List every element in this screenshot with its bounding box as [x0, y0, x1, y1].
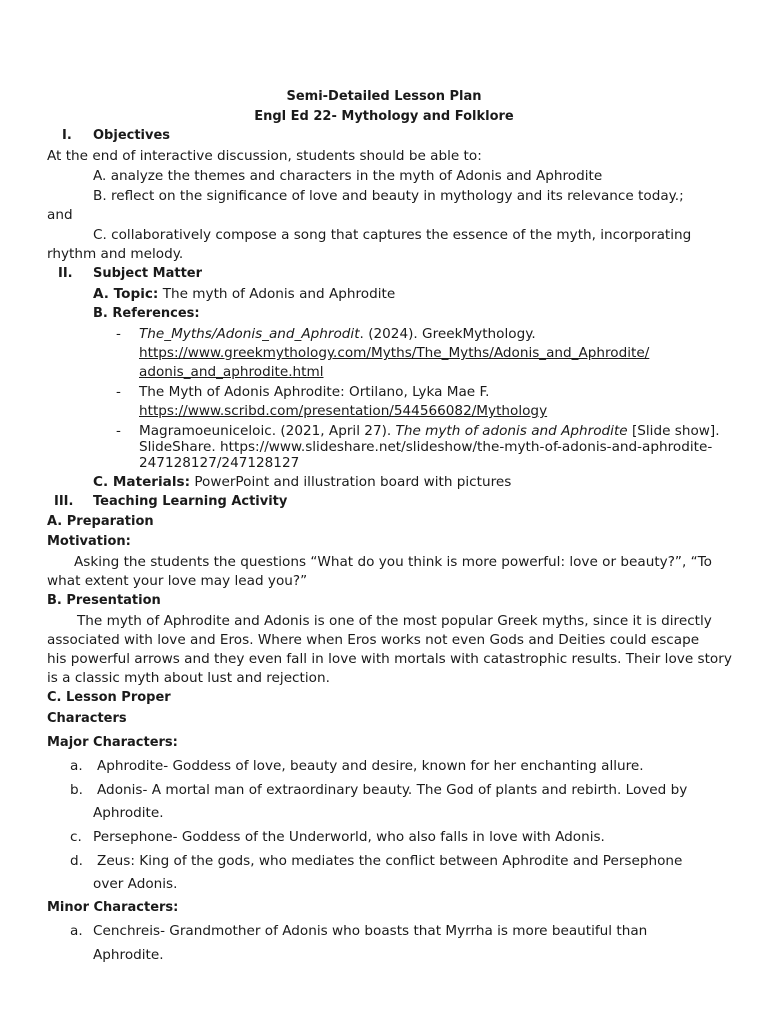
bullet-dash: -: [116, 423, 121, 439]
presentation-text-line3: his powerful arrows and they even fall in love with mortals with catastrophic results. Their love story: [47, 651, 732, 667]
lesson-proper-heading: C. Lesson Proper: [47, 690, 171, 705]
list-item: Adonis- A mortal man of extraordinary beauty. The God of plants and rebirth. Loved by: [97, 782, 688, 798]
motivation-text-line2: what extent your love may lead you?”: [47, 573, 308, 589]
objectives-intro: At the end of interactive discussion, students should be able to:: [47, 148, 482, 164]
presentation-heading: B. Presentation: [47, 593, 161, 608]
list-item: Cenchreis- Grandmother of Adonis who boasts that Myrrha is more beautiful than: [93, 923, 648, 939]
reference-3-source: SlideShare. https://www.slideshare.net/slideshow/the-myth-of-adonis-and-aphrodite-: [139, 439, 713, 455]
bullet-dash: -: [116, 384, 121, 400]
reference-3-type: [Slide show].: [627, 423, 720, 439]
list-marker: d.: [70, 853, 83, 869]
page-title: Semi-Detailed Lesson Plan: [286, 89, 482, 104]
reference-1: [139, 326, 536, 342]
reference-1-link[interactable]: https://www.greekmythology.com/Myths/The_Myths/Adonis_and_Aphrodite/: [139, 345, 650, 361]
list-marker: c.: [70, 829, 82, 845]
section-number: III.: [54, 494, 74, 509]
reference-2-link[interactable]: https://www.scribd.com/presentation/544566082/Mythology: [139, 403, 548, 419]
references-heading: B. References:: [93, 306, 200, 321]
list-marker: a.: [70, 758, 83, 774]
materials-line: [93, 474, 511, 490]
reference-1-link-cont[interactable]: adonis_and_aphrodite.html: [139, 364, 324, 380]
list-item: Aphrodite- Goddess of love, beauty and desire, known for her enchanting allure.: [97, 758, 644, 774]
objective-c-line2: rhythm and melody.: [47, 246, 184, 262]
list-item-cont: Aphrodite.: [93, 947, 164, 963]
objective-b-line2: and: [47, 207, 73, 223]
course-title: Engl Ed 22- Mythology and Folklore: [254, 109, 514, 124]
reference-3-source-cont: 247128127/247128127: [139, 455, 300, 471]
reference-2: The Myth of Adonis Aphrodite: Ortilano, Lyka Mae F.: [139, 384, 490, 400]
motivation-heading: Motivation:: [47, 534, 131, 549]
reference-3-author: Magramoeuniceloic. (2021, April 27).: [139, 423, 396, 439]
preparation-heading: A. Preparation: [47, 514, 154, 529]
presentation-text-line4: is a classic myth about lust and rejection.: [47, 670, 330, 686]
list-item-cont: over Adonis.: [93, 876, 178, 892]
section-number: I.: [62, 128, 72, 143]
materials-text: PowerPoint and illustration board with pictures: [190, 474, 512, 490]
bullet-dash: -: [116, 326, 121, 342]
section-number: II.: [58, 266, 73, 281]
characters-heading: Characters: [47, 711, 127, 726]
presentation-text-line1: The myth of Aphrodite and Adonis is one of the most popular Greek myths, since it is directly: [77, 613, 712, 629]
list-item-cont: Aphrodite.: [93, 805, 164, 821]
list-item: Zeus: King of the gods, who mediates the conflict between Aphrodite and Persephone: [97, 853, 683, 869]
topic-line: [93, 286, 395, 302]
reference-1-title: The_Myths/Adonis_and_Aphrodit: [139, 326, 360, 342]
topic-label: A. Topic:: [93, 286, 159, 302]
reference-3-title: The myth of adonis and Aphrodite: [395, 423, 628, 439]
presentation-text-line2: associated with love and Eros. Where when Eros works not even Gods and Deities could escape: [47, 632, 700, 648]
materials-label: C. Materials:: [93, 474, 191, 490]
list-marker: a.: [70, 923, 83, 939]
objective-a: A. analyze the themes and characters in the myth of Adonis and Aphrodite: [93, 168, 603, 184]
list-item: Persephone- Goddess of the Underworld, who also falls in love with Adonis.: [93, 829, 605, 845]
teaching-activity-heading: Teaching Learning Activity: [93, 494, 288, 509]
motivation-text-line1: Asking the students the questions “What do you think is more powerful: love or beauty?”, “To: [74, 554, 712, 570]
list-marker: b.: [70, 782, 83, 798]
major-characters-heading: Major Characters:: [47, 735, 178, 750]
minor-characters-heading: Minor Characters:: [47, 900, 179, 915]
objective-c-line1: C. collaboratively compose a song that captures the essence of the myth, incorporating: [93, 227, 692, 243]
subject-matter-heading: Subject Matter: [93, 266, 203, 281]
topic-text: The myth of Adonis and Aphrodite: [158, 286, 396, 302]
objectives-heading: Objectives: [93, 128, 171, 143]
reference-1-source: . (2024). GreekMythology.: [359, 326, 536, 342]
reference-3: [139, 423, 720, 439]
objective-b-line1: B. reflect on the significance of love and beauty in mythology and its relevance today.;: [93, 188, 684, 204]
